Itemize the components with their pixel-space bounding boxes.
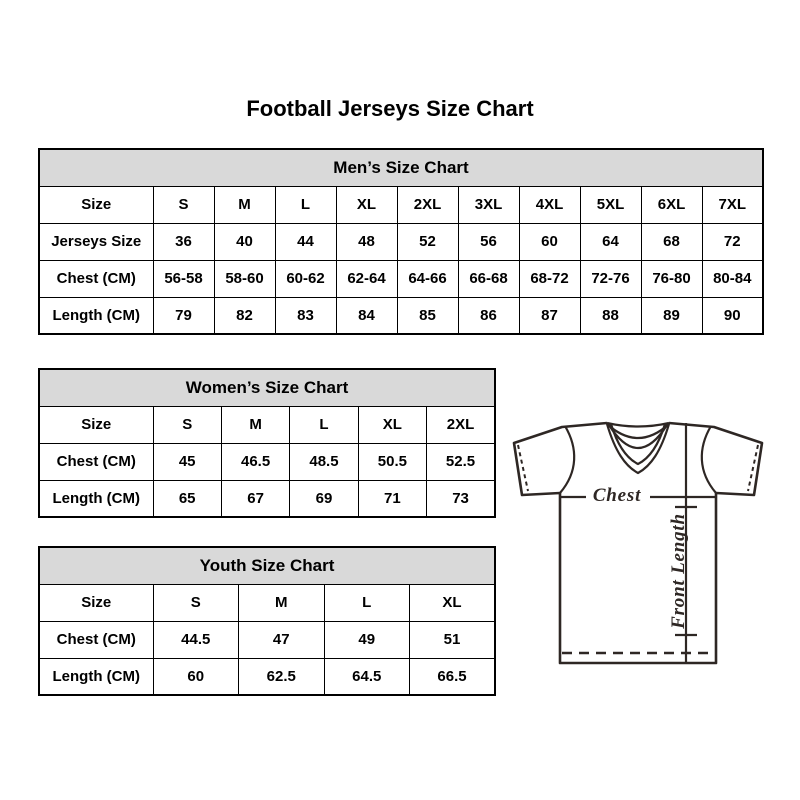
row-label-cell: Size — [39, 584, 153, 621]
value-cell: 64-66 — [397, 260, 458, 297]
armhole-seam-right — [702, 426, 716, 493]
value-cell: 69 — [290, 480, 358, 517]
value-cell: S — [153, 584, 239, 621]
value-cell: 7XL — [702, 186, 763, 223]
row-label-cell: Jerseys Size — [39, 223, 153, 260]
value-cell: 36 — [153, 223, 214, 260]
jersey-outline — [514, 423, 762, 663]
value-cell: 56 — [458, 223, 519, 260]
value-cell: 64 — [580, 223, 641, 260]
value-cell: M — [239, 584, 325, 621]
value-cell: 6XL — [641, 186, 702, 223]
armhole-seam-left — [560, 426, 574, 493]
row-label-cell: Chest (CM) — [39, 260, 153, 297]
front-length-measurement-label: Front Length — [668, 513, 689, 629]
value-cell: 86 — [458, 297, 519, 334]
vneck-inner-curve — [611, 424, 665, 464]
value-cell: L — [275, 186, 336, 223]
value-cell: 84 — [336, 297, 397, 334]
collar-back-curve-2 — [609, 425, 667, 448]
value-cell: 87 — [519, 297, 580, 334]
value-cell: 58-60 — [214, 260, 275, 297]
value-cell: 89 — [641, 297, 702, 334]
value-cell: 60 — [519, 223, 580, 260]
value-cell: 48 — [336, 223, 397, 260]
value-cell: 45 — [153, 443, 221, 480]
value-cell: 2XL — [397, 186, 458, 223]
value-cell: 68-72 — [519, 260, 580, 297]
value-cell: 50.5 — [358, 443, 426, 480]
value-cell: 79 — [153, 297, 214, 334]
value-cell: 73 — [427, 480, 495, 517]
value-cell: XL — [410, 584, 496, 621]
value-cell: 47 — [239, 621, 325, 658]
value-cell: 64.5 — [324, 658, 410, 695]
collar-top-line — [607, 423, 669, 427]
row-label-cell: Length (CM) — [39, 480, 153, 517]
jersey-illustration — [505, 410, 771, 668]
value-cell: XL — [358, 406, 426, 443]
chest-measurement-label: Chest — [592, 485, 642, 506]
value-cell: 82 — [214, 297, 275, 334]
table-title: Women’s Size Chart — [39, 369, 495, 406]
value-cell: 62.5 — [239, 658, 325, 695]
row-label-cell: Size — [39, 406, 153, 443]
value-cell: 44.5 — [153, 621, 239, 658]
row-label-cell: Chest (CM) — [39, 621, 153, 658]
value-cell: 66.5 — [410, 658, 496, 695]
value-cell: 68 — [641, 223, 702, 260]
row-label-cell: Chest (CM) — [39, 443, 153, 480]
value-cell: 83 — [275, 297, 336, 334]
row-label-cell: Length (CM) — [39, 297, 153, 334]
row-label-cell: Size — [39, 186, 153, 223]
table-title: Men’s Size Chart — [39, 149, 763, 186]
value-cell: 5XL — [580, 186, 641, 223]
value-cell: 44 — [275, 223, 336, 260]
value-cell: 66-68 — [458, 260, 519, 297]
value-cell: XL — [336, 186, 397, 223]
value-cell: M — [221, 406, 289, 443]
value-cell: 49 — [324, 621, 410, 658]
value-cell: 62-64 — [336, 260, 397, 297]
value-cell: 48.5 — [290, 443, 358, 480]
value-cell: 67 — [221, 480, 289, 517]
page-title: Football Jerseys Size Chart — [246, 96, 534, 121]
value-cell: 56-58 — [153, 260, 214, 297]
value-cell: 4XL — [519, 186, 580, 223]
value-cell: 71 — [358, 480, 426, 517]
value-cell: L — [290, 406, 358, 443]
mens-size-table — [38, 148, 764, 335]
value-cell: 85 — [397, 297, 458, 334]
value-cell: 40 — [214, 223, 275, 260]
value-cell: S — [153, 186, 214, 223]
value-cell: 72 — [702, 223, 763, 260]
value-cell: 90 — [702, 297, 763, 334]
womens-size-table — [38, 368, 496, 518]
value-cell: 80-84 — [702, 260, 763, 297]
value-cell: 52.5 — [427, 443, 495, 480]
value-cell: L — [324, 584, 410, 621]
value-cell: 72-76 — [580, 260, 641, 297]
value-cell: S — [153, 406, 221, 443]
value-cell: 60 — [153, 658, 239, 695]
row-label-cell: Length (CM) — [39, 658, 153, 695]
value-cell: M — [214, 186, 275, 223]
jersey-measurement-diagram — [505, 410, 771, 668]
value-cell: 76-80 — [641, 260, 702, 297]
value-cell: 60-62 — [275, 260, 336, 297]
value-cell: 3XL — [458, 186, 519, 223]
youth-size-table — [38, 546, 496, 696]
value-cell: 88 — [580, 297, 641, 334]
value-cell: 52 — [397, 223, 458, 260]
value-cell: 2XL — [427, 406, 495, 443]
table-title: Youth Size Chart — [39, 547, 495, 584]
value-cell: 65 — [153, 480, 221, 517]
value-cell: 51 — [410, 621, 496, 658]
value-cell: 46.5 — [221, 443, 289, 480]
